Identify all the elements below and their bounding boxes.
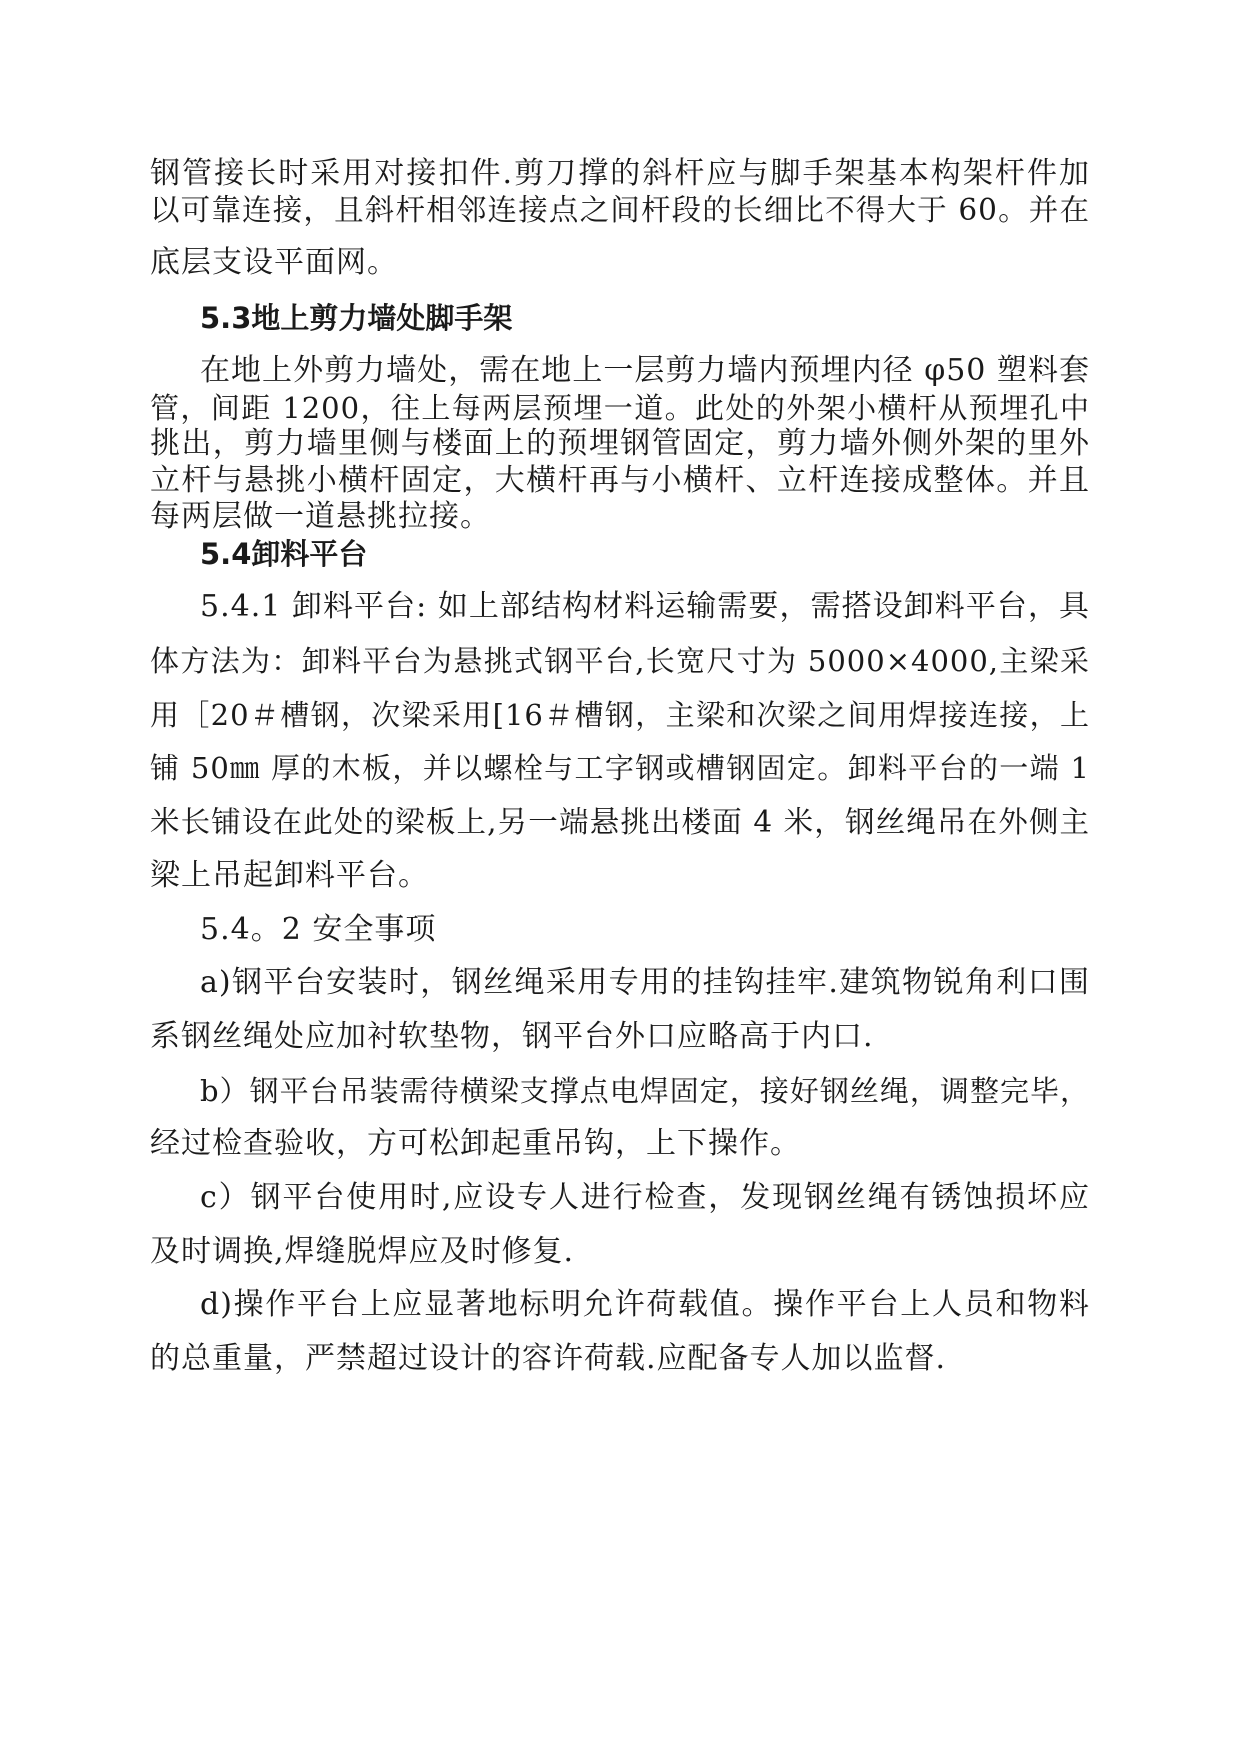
paragraph-line: b）钢平台吊装需待横梁支撑点电焊固定，接好钢丝绳，调整完毕，: [200, 1074, 1090, 1108]
subsection-title: 5.4。2 安全事项: [200, 912, 437, 947]
paragraph-line: 的总重量，严禁超过设计的容许荷载.应配备专人加以监督.: [150, 1341, 947, 1376]
paragraph-line: 经过检查验收，方可松卸起重吊钩，上下操作。: [150, 1126, 801, 1161]
section-heading: 5.3地上剪力墙处脚手架: [200, 301, 513, 335]
paragraph-line: 5.4.1 卸料平台: 如上部结构材料运输需要，需搭设卸料平台，具: [200, 589, 1090, 624]
paragraph-line: 底层支设平面网。: [150, 245, 398, 280]
paragraph-line: 米长铺设在此处的梁板上,另一端悬挑出楼面 4 米，钢丝绳吊在外侧主: [150, 805, 1090, 839]
paragraph-line: 用［20＃槽钢，次梁采用[16＃槽钢，主梁和次梁之间用焊接连接，上: [150, 698, 1090, 732]
section-heading: 5.4卸料平台: [200, 537, 368, 571]
paragraph-line: a)钢平台安装时，钢丝绳采用专用的挂钩挂牢.建筑物锐角利口围: [200, 965, 1090, 1000]
paragraph-line: c）钢平台使用时,应设专人进行检查，发现钢丝绳有锈蚀损坏应: [200, 1180, 1090, 1215]
paragraph-line: 每两层做一道悬挑拉接。: [150, 499, 491, 534]
paragraph-line: d)操作平台上应显著地标明允许荷载值。操作平台上人员和物料: [200, 1287, 1090, 1322]
paragraph-line: 在地上外剪力墙处，需在地上一层剪力墙内预埋内径 φ50 塑料套: [200, 353, 1090, 388]
paragraph-line: 体方法为：卸料平台为悬挑式钢平台,长宽尺寸为 5000×4000,主梁采: [150, 644, 1090, 678]
paragraph-line: 钢管接长时采用对接扣件.剪刀撑的斜杆应与脚手架基本构架杆件加: [150, 156, 1090, 191]
paragraph-line: 管，间距 1200，往上每两层预埋一道。此处的外架小横杆从预埋孔中: [150, 391, 1090, 425]
paragraph-line: 铺 50㎜ 厚的木板，并以螺栓与工字钢或槽钢固定。卸料平台的一端 1: [150, 751, 1090, 785]
paragraph-line: 立杆与悬挑小横杆固定，大横杆再与小横杆、立杆连接成整体。并且: [150, 463, 1090, 498]
paragraph-line: 以可靠连接，且斜杆相邻连接点之间杆段的长细比不得大于 60。并在: [150, 193, 1090, 227]
paragraph-line: 及时调换,焊缝脱焊应及时修复.: [150, 1234, 575, 1269]
paragraph-line: 挑出，剪力墙里侧与楼面上的预埋钢管固定，剪力墙外侧外架的里外: [150, 426, 1090, 461]
paragraph-line: 系钢丝绳处应加衬软垫物，钢平台外口应略高于内口.: [150, 1019, 874, 1054]
paragraph-line: 梁上吊起卸料平台。: [150, 858, 429, 893]
